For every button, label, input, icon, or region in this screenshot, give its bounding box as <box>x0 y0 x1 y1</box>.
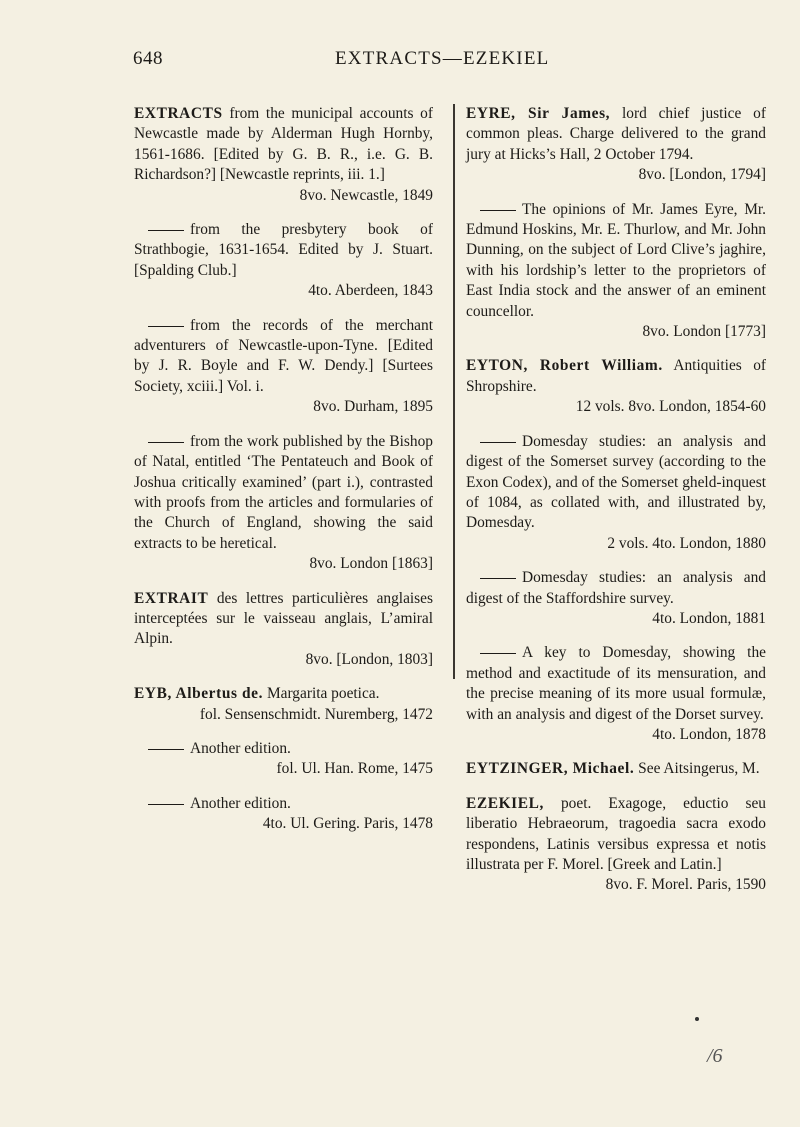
entry-another-edition-paris <box>134 794 433 835</box>
entry-imprint: 8vo. [London, 1794] <box>638 166 766 184</box>
entry-ezekiel <box>466 794 766 896</box>
entry-heading: EYRE, Sir James, <box>466 105 611 122</box>
entry-text: Another edition. <box>190 794 291 812</box>
page-header <box>0 48 800 88</box>
entry-heading: EYTON, Robert William. <box>466 357 663 375</box>
entry-extracts-strathbogie <box>134 220 433 302</box>
entry-text: from the municipal accounts of Newcastle made by Alderman Hugh Hornby, 1561-1686. [Edited by G. B. R., i.e. G. B. Richardson?] [Newcastle reprints, iii. 1.] <box>134 105 433 184</box>
entry-text: lord chief justice of common pleas. Charge delivered to the grand jury at Hicks’s Hall, 2 October 1794. <box>466 105 766 163</box>
running-head: EXTRACTS—EZEKIEL <box>335 48 550 69</box>
entry-extracts-merchant-adventurers <box>134 316 433 418</box>
entry-text: poet. Exagoge, eductio seu liberatio Hebraeorum, tragoedia sacra exodo respondens, Latinis versibus expressa et notis illustrata per F. Morel. [Greek and Latin.] <box>466 794 766 873</box>
entry-imprint: 8vo. London [1863] <box>309 555 433 573</box>
entry-imprint: 4to. London, 1878 <box>652 725 766 743</box>
column-divider <box>453 104 455 679</box>
entry-imprint: 4to. London, 1881 <box>652 609 766 627</box>
entry-heading: EYB, Albertus de. <box>134 685 264 703</box>
right-column <box>466 104 766 896</box>
entry-imprint: 12 vols. 8vo. London, 1854-60 <box>575 398 766 416</box>
entry-eyre-opinions <box>466 200 766 343</box>
entry-text: from the work published by the Bishop of Natal, entitled ‘The Pentateuch and Book of Joshua critically examined’ (part i.), contrasted with proofs from the articles and formularies of the Church of England, showing the said extracts to be heretical. <box>134 432 433 552</box>
entry-text: Antiquities of Shropshire. <box>466 357 767 395</box>
ditto-dash <box>480 210 516 211</box>
entry-text: Another edition. <box>190 739 291 757</box>
entry-text: from the records of the merchant adventurers of Newcastle-upon-Tyne. [Edited by J. R. Boyle and F. W. Dendy.] [Surtees Society, xciii.] Vol. i. <box>134 316 433 395</box>
ditto-dash <box>480 578 516 579</box>
entry-imprint: 8vo. London [1773] <box>642 323 766 341</box>
ink-speck <box>695 1017 699 1021</box>
entry-extracts-bishop-natal <box>134 432 433 575</box>
entry-imprint: 8vo. Durham, 1895 <box>313 398 433 416</box>
entry-imprint: 8vo. F. Morel. Paris, 1590 <box>605 876 766 894</box>
page-number: 648 <box>133 48 163 69</box>
entry-imprint: 8vo. [London, 1803] <box>305 650 433 668</box>
entry-imprint: 4to. Aberdeen, 1843 <box>308 282 433 300</box>
entry-eyre-james <box>466 104 766 186</box>
entry-domesday-staffordshire <box>466 568 766 629</box>
entry-text: A key to Domesday, showing the method and exactitude of its mensuration, and the precise meaning of its more usual formulæ, with an analysis and digest of the Dorset survey. <box>466 644 766 723</box>
entry-eyb-albertus <box>134 684 433 725</box>
ditto-dash <box>148 230 184 231</box>
entry-text: des lettres particulières anglaises interceptées sur le vaisseau anglais, L’amiral Alpin. <box>134 589 433 648</box>
entry-extrait <box>134 589 433 671</box>
entry-imprint: 4to. Ul. Gering. Paris, 1478 <box>262 815 433 833</box>
entry-text: See Aitsingerus, M. <box>638 760 760 778</box>
entry-heading: EXTRAIT <box>134 589 209 607</box>
ditto-dash <box>480 653 516 654</box>
left-column <box>134 104 433 835</box>
entry-another-edition-rome <box>134 739 433 780</box>
entry-heading: EXTRACTS <box>134 105 223 122</box>
entry-heading: EZEKIEL, <box>466 794 544 812</box>
ditto-dash <box>148 326 184 327</box>
ditto-dash <box>148 804 184 805</box>
pencil-mark: /6 <box>707 1045 723 1067</box>
entry-heading: EYTZINGER, Michael. <box>466 760 635 778</box>
entry-text: The opinions of Mr. James Eyre, Mr. Edmund Hoskins, Mr. E. Thurlow, and Mr. John Dunning, on the subject of Lord Clive’s jaghire, with his lordship’s letter to the proprietors of East India stock and the answer of an eminent councellor. <box>466 200 766 320</box>
entry-imprint: 2 vols. 4to. London, 1880 <box>607 534 766 552</box>
entry-eytzinger <box>466 759 766 779</box>
entry-key-to-domesday <box>466 643 766 745</box>
entry-text: from the presbytery book of Strathbogie, 1631-1654. Edited by J. Stuart. [Spalding Club.] <box>134 221 433 279</box>
entry-text: Domesday studies: an analysis and digest of the Staffordshire survey. <box>466 569 766 607</box>
entry-eyton-robert <box>466 356 766 417</box>
ditto-dash <box>480 442 516 443</box>
entry-text: Domesday studies: an analysis and digest of the Somerset survey (according to the Exon Codex), and of the Somerset gheld-inquest of 1084, as collated with, and illustrated by, Domesday. <box>466 432 766 532</box>
entry-extracts-newcastle <box>134 104 433 206</box>
entry-imprint: fol. Sensenschmidt. Nuremberg, 1472 <box>199 705 433 723</box>
entry-text: Margarita poetica. <box>266 685 380 703</box>
entry-domesday-somerset <box>466 432 766 554</box>
entry-imprint: 8vo. Newcastle, 1849 <box>299 186 433 204</box>
ditto-dash <box>148 749 184 750</box>
entry-imprint: fol. Ul. Han. Rome, 1475 <box>276 760 433 778</box>
ditto-dash <box>148 442 184 443</box>
